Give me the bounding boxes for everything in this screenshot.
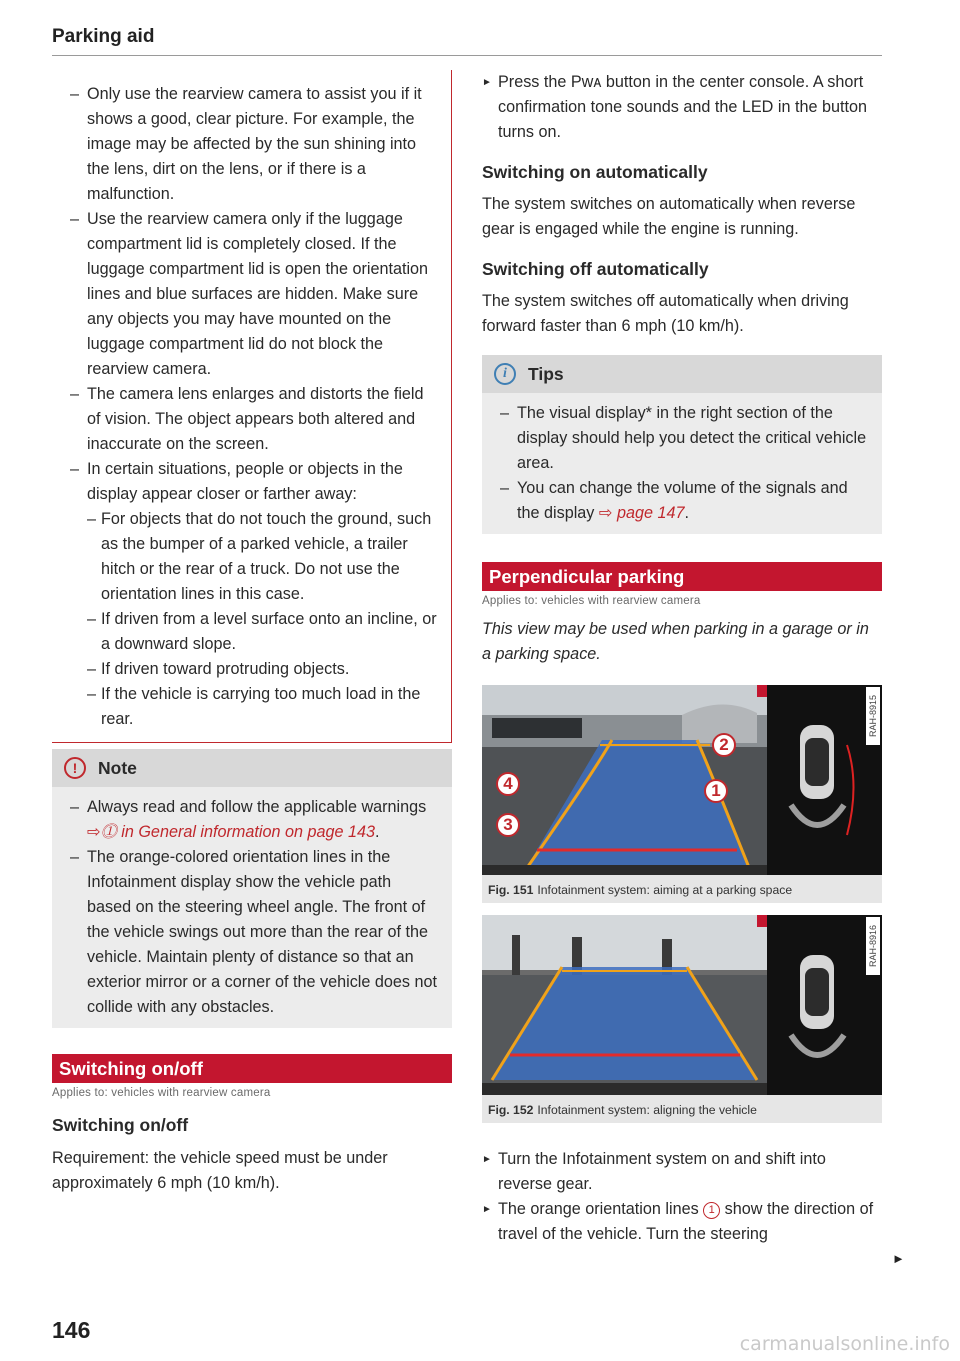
note-item xyxy=(60,795,438,845)
step-orientation-lines xyxy=(482,1197,882,1247)
tips-item-text: You can change the volume of the signals and the display xyxy=(517,479,848,522)
step-text: show the direction of travel of the vehicle. Turn the steering xyxy=(498,1200,874,1243)
tips-item xyxy=(490,476,868,526)
step-press-button: ► Press the Pᴡᴀ button in the center console. A short confirmation tone sounds and the LED in the button turns on. xyxy=(482,70,882,145)
warning-sub-item: – For objects that do not touch the ground, such as the bumper of a parked vehicle, a trailer hitch or the rear of a truck. Do not use the orientation lines in this case. xyxy=(87,507,437,607)
auto-off-text: The system switches off automatically when driving forward faster than 6 mph (10 km/h). xyxy=(482,292,849,335)
info-icon: i xyxy=(494,363,516,385)
note-list xyxy=(60,795,438,1020)
note-header xyxy=(52,749,452,787)
tips-item-end: . xyxy=(684,504,689,522)
heading-auto-on: Switching on automatically xyxy=(482,162,708,182)
warning-sub-item: – If the vehicle is carrying too much load in the rear. xyxy=(87,682,437,732)
warning-box xyxy=(52,70,452,743)
left-column xyxy=(52,70,452,1196)
auto-on-text: The system switches on automatically when reverse gear is engaged while the engine is running. xyxy=(482,195,856,238)
warning-item: – Use the rearview camera only if the luggage compartment lid is completely closed. If the luggage compartment lid is open the orientation lines and blue surfaces are hidden. Make sure any objects you may have mounted on the luggage compartment lid do not block the rearview camera. xyxy=(60,207,437,382)
cross-reference-link[interactable]: ⇨⓵ in General information on page 143 xyxy=(87,823,376,841)
figure-151 xyxy=(482,685,882,903)
camera-view-image xyxy=(482,915,882,1095)
section-perpendicular xyxy=(482,562,882,667)
tips-box xyxy=(482,355,882,534)
note-title: Note xyxy=(98,757,137,778)
callout-4: 4 xyxy=(496,772,520,796)
warning-item xyxy=(60,457,437,732)
camera-view-image xyxy=(482,685,882,875)
note-box xyxy=(52,749,452,1028)
page-number: 146 xyxy=(52,1317,91,1343)
callout-ref-1: 1 xyxy=(703,1202,720,1219)
figure-number: Fig. 152 xyxy=(488,1103,534,1117)
figure-number: Fig. 151 xyxy=(488,883,534,897)
section-switching xyxy=(52,1054,452,1196)
watermark: carmanualsonline.info xyxy=(739,1333,950,1355)
step-turn-on: ► Turn the Infotainment system on and shift into reverse gear. xyxy=(482,1147,882,1197)
section-intro: This view may be used when parking in a garage or in a parking space. xyxy=(482,620,869,663)
callout-3: 3 xyxy=(496,813,520,837)
section-title: Perpendicular parking xyxy=(482,562,882,591)
step-text: The orange orientation lines xyxy=(498,1200,704,1218)
note-item-end: . xyxy=(375,823,380,841)
page-header xyxy=(52,24,882,56)
section-title: Switching on/off xyxy=(52,1054,452,1083)
figure-caption xyxy=(482,1095,882,1123)
figure-code: RAH-8916 xyxy=(866,917,880,975)
warning-sub-item: – If driven from a level surface onto an incline, or a downward slope. xyxy=(87,607,437,657)
tips-item: – The visual display* in the right section of the display should help you detect the critical vehicle area. xyxy=(490,401,868,476)
page-title: Parking aid xyxy=(52,26,155,47)
requirement-text: Requirement: the vehicle speed must be under approximately 6 mph (10 km/h). xyxy=(52,1149,388,1192)
callout-1: 1 xyxy=(704,779,728,803)
camera-view-graphic xyxy=(482,915,882,1095)
applies-to: Applies to: vehicles with rearview camera xyxy=(482,595,701,607)
continue-arrow-icon: ► xyxy=(892,1251,905,1266)
warning-sub-item: – If driven toward protruding objects. xyxy=(87,657,437,682)
applies-to: Applies to: vehicles with rearview camera xyxy=(52,1087,271,1099)
right-column xyxy=(482,70,882,1247)
exclamation-icon: ! xyxy=(64,757,86,779)
warning-item: – The camera lens enlarges and distorts the field of vision. The object appears both altered and inaccurate on the screen. xyxy=(60,382,437,457)
tips-title: Tips xyxy=(528,363,564,384)
tips-list xyxy=(490,401,868,526)
figure-152 xyxy=(482,915,882,1123)
camera-view-graphic xyxy=(482,685,882,875)
figure-caption xyxy=(482,875,882,903)
note-item-text: Always read and follow the applicable warnings xyxy=(87,798,427,816)
figure-caption-text: Infotainment system: aligning the vehicle xyxy=(537,1103,757,1117)
heading-auto-off: Switching off automatically xyxy=(482,259,709,279)
subheading: Switching on/off xyxy=(52,1115,189,1135)
warning-item-text: In certain situations, people or objects in the display appear closer or farther away: xyxy=(87,460,403,503)
callout-2: 2 xyxy=(712,733,736,757)
cross-reference-link[interactable]: ⇨ page 147 xyxy=(598,504,685,522)
warning-sub-list xyxy=(87,507,437,732)
tips-header xyxy=(482,355,882,393)
note-item: – The orange-colored orientation lines in the Infotainment display show the vehicle path based on the steering wheel angle. The front of the vehicle swings out more than the rear of the vehicle. Maintain plenty of distance so that an exterior mirror or a corner of the vehicle does not collide with any obstacles. xyxy=(60,845,438,1020)
warning-list xyxy=(60,82,437,732)
figure-caption-text: Infotainment system: aiming at a parking space xyxy=(537,883,793,897)
warning-item: – Only use the rearview camera to assist you if it shows a good, clear picture. For example, the image may be affected by the sun shining into the lens, dirt on the lens, or if there is a malfunction. xyxy=(60,82,437,207)
figure-code: RAH-8915 xyxy=(866,687,880,745)
